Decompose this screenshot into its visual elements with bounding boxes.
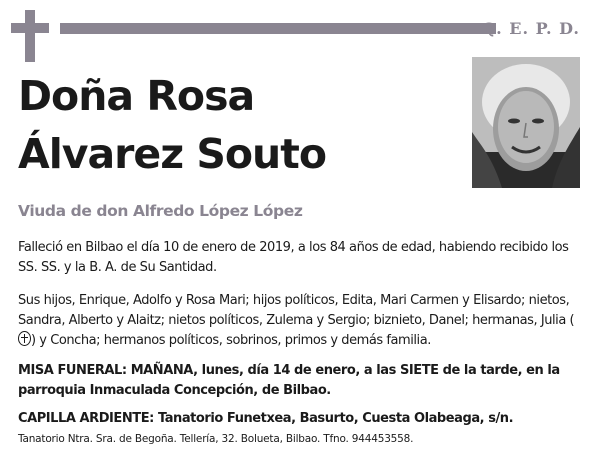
family-text-part1: Sus hijos, Enrique, Adolfo y Rosa Mari; hijos políticos, Edita, Mari Carmen y Elisardo; nietos, Sandra, Alberto y Alaitz; nietos políticos, Zulema y Sergio; biznieto, Danel; hermanas, Julia ( bbox=[18, 293, 575, 328]
qepd-label: Q. E. P. D. bbox=[481, 19, 580, 38]
cross-icon-horizontal bbox=[11, 23, 49, 33]
deceased-cross-icon bbox=[18, 331, 31, 346]
cross-icon-vertical bbox=[25, 10, 35, 62]
deceased-name-line1: Doña Rosa bbox=[18, 72, 255, 120]
family-text bbox=[18, 291, 586, 351]
portrait-photo bbox=[472, 57, 580, 188]
deceased-name-line2: Álvarez Souto bbox=[18, 130, 326, 178]
header-rule bbox=[60, 23, 496, 34]
funeral-home-footer: Tanatorio Ntra. Sra. de Begoña. Tellería, 32. Bolueta, Bilbao. Tfno. 944453558. bbox=[18, 433, 414, 445]
funeral-mass-text: MISA FUNERAL: MAÑANA, lunes, día 14 de enero, a las SIETE de la tarde, en la parroquia Inmaculada Concepción, de Bilbao. bbox=[18, 363, 560, 398]
widow-of-line: Viuda de don Alfredo López López bbox=[18, 202, 303, 220]
funeral-chapel-text: CAPILLA ARDIENTE: Tanatorio Funetxea, Basurto, Cuesta Olabeaga, s/n. bbox=[18, 411, 514, 426]
family-text-part2: ) y Concha; hermanos políticos, sobrinos, primos y demás familia. bbox=[31, 333, 431, 348]
death-notice-text: Falleció en Bilbao el día 10 de enero de 2019, a los 84 años de edad, habiendo recibido los SS. SS. y la B. A. de Su Santidad. bbox=[18, 240, 569, 275]
